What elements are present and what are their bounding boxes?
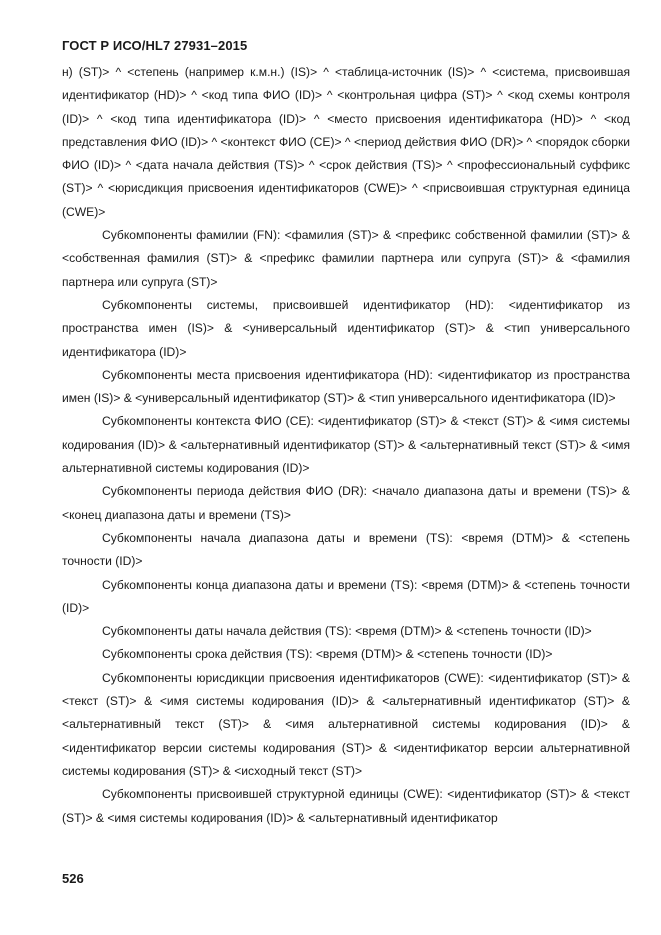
paragraph-assigning-unit: Субкомпоненты присвоившей структурной единицы (CWE): <идентификатор (ST)> & <текст (ST)> & <имя системы кодирования (ID)> & <альтернативный идентификатор xyxy=(62,787,630,825)
paragraph-assigning-authority: Субкомпоненты системы, присвоившей идентификатор (HD): <идентификатор из пространства имен (IS)> & <универсальный идентификатор (ST)> & <тип универсального идентификатора (ID)> xyxy=(62,297,630,359)
document-body xyxy=(62,61,630,830)
standard-header: ГОСТ Р ИСО/HL7 27931–2015 xyxy=(62,38,248,53)
paragraph-name-validity-range: Субкомпоненты периода действия ФИО (DR): <начало диапазона даты и времени (TS)> & <конец диапазона даты и времени (TS)> xyxy=(62,484,630,522)
paragraph-range-start: Субкомпоненты начала диапазона даты и времени (TS): <время (DTM)> & <степень точности (ID)> xyxy=(62,530,630,569)
paragraph-family-name: Субкомпоненты фамилии (FN): <фамилия (ST)> & <префикс собственной фамилии (ST)> & <собственная фамилия (ST)> & <префикс фамилии партнера или супруга (ST)> & <фамилия партнера или супруга (ST)> xyxy=(62,228,630,289)
paragraph-expiration-date: Субкомпоненты срока действия (TS): <время (DTM)> & <степень точности (ID)> xyxy=(102,647,553,662)
paragraph-range-end: Субкомпоненты конца диапазона даты и времени (TS): <время (DTM)> & <степень точности (ID)> xyxy=(62,577,630,615)
paragraph-jurisdiction: Субкомпоненты юрисдикции присвоения идентификаторов (CWE): <идентификатор (ST)> & <текст (ST)> & <имя системы кодирования (ID)> & <альтернативный идентификатор (ST)> & <альтернативный текст (ST)> & <имя альтернативной системы кодирования (ID)> & <идентификатор версии системы кодирования (ST)> & <идентификатор версии альтернативной системы кодирования (ST)> & <исходный текст (ST)> xyxy=(62,670,630,778)
paragraph-effective-date: Субкомпоненты даты начала действия (TS): <время (DTM)> & <степень точности (ID)> xyxy=(102,624,592,639)
paragraph-name-context: Субкомпоненты контекста ФИО (CE): <идентификатор (ST)> & <текст (ST)> & <имя системы кодирования (ID)> & <альтернативный идентификатор (ST)> & <альтернативный текст (ST)> & <имя альтернативной системы кодирования (ID)> xyxy=(62,414,630,476)
paragraph-continuation: н) (ST)> ^ <степень (например к.м.н.) (IS)> ^ <таблица-источник (IS)> ^ <система, присвоившая идентификатор (HD)> ^ <код типа ФИО (ID)> ^ <контрольная цифра (ST)> ^ <код схемы контроля (ID)> ^ <код типа идентификатора (ID)> ^ <место присвоения идентификатора (HD)> ^ <код представления ФИО (ID)> ^ <контекст ФИО (CE)> ^ <период действия ФИО (DR)> ^ <порядок сборки ФИО (ID)> ^ <дата начала действия (TS)> ^ <срок действия (TS)> ^ <профессиональный суффикс (ST)> ^ <юрисдикция присвоения идентификаторов (CWE)> ^ <присвоившая структурная единица (CWE)> xyxy=(62,65,630,219)
paragraph-assigning-facility: Субкомпоненты места присвоения идентификатора (HD): <идентификатор из пространства имен (IS)> & <универсальный идентификатор (ST)> & <тип универсального идентификатора (ID)> xyxy=(62,367,630,406)
page-number: 526 xyxy=(62,871,84,886)
